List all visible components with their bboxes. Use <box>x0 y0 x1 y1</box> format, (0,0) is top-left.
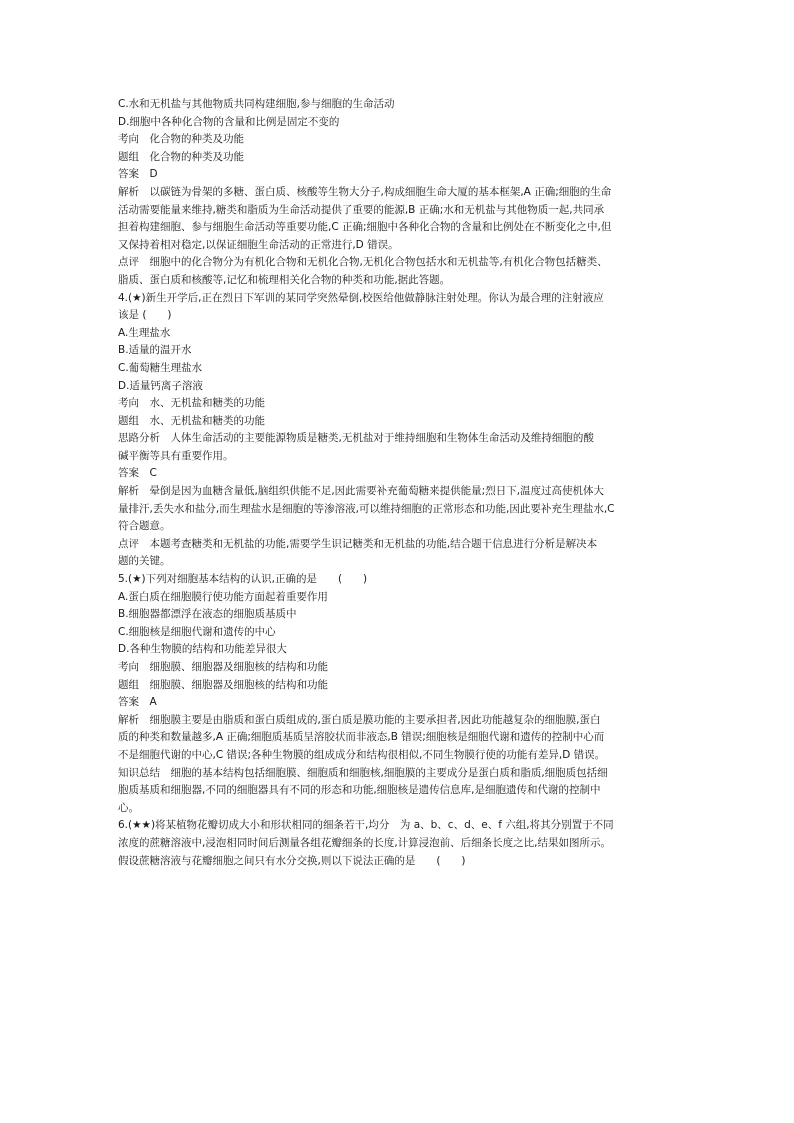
analysis-q5-line1: 解析 细胞膜主要是由脂质和蛋白质组成的,蛋白质是膜功能的主要承担者,因此功能越复杂的细胞膜,蛋白 <box>118 713 601 726</box>
group-q5: 题组 细胞膜、细胞器及细胞核的结构和功能 <box>118 678 328 691</box>
analysis-q3-line1: 解析 以碳链为骨架的多糖、蛋白质、核酸等生物大分子,构成细胞生命大厦的基本框架,A 正确;细胞的生命 <box>118 185 612 198</box>
group-q4: 题组 水、无机盐和糖类的功能 <box>118 414 265 427</box>
question-6-line1: 6.(★★)将某植物花瓣切成大小和形状相同的细条若干,均分 为 a、b、c、d、e、f 六组,将其分别置于不同 <box>118 819 614 832</box>
option-c-q3: C.水和无机盐与其他物质共同构建细胞,参与细胞的生命活动 <box>118 98 395 110</box>
topic-q3: 考向 化合物的种类及功能 <box>118 133 244 146</box>
option-d-q5: D.各种生物膜的结构和功能差异很大 <box>118 643 287 656</box>
analysis-q4-line1: 解析 晕倒是因为血糖含量低,脑组织供能不足,因此需要补充葡萄糖来提供能量;烈日下,温度过高使机体大 <box>118 485 605 498</box>
comment-q3-line1: 点评 细胞中的化合物分为有机化合物和无机化合物,无机化合物包括水和无机盐等,有机化合物包括糖类、 <box>118 256 608 269</box>
summary-q5-line3: 心。 <box>118 801 139 814</box>
analysis-q4-line2: 量排汗,丢失水和盐分,而生理盐水是细胞的等渗溶液,可以维持细胞的正常形态和功能,因此要补充生理盐水,C <box>118 502 615 515</box>
analysis-q5-line3: 不是细胞代谢的中心,C 错误;各种生物膜的组成成分和结构很相似,不同生物膜行使的功能有差异,D 错误。 <box>118 748 606 761</box>
answer-q5: 答案 A <box>118 696 157 709</box>
comment-q4-line2: 题的关键。 <box>118 555 171 568</box>
comment-q4-line1: 点评 本题考查糖类和无机盐的功能,需要学生识记糖类和无机盐的功能,结合题干信息进行分析是解决本 <box>118 537 598 550</box>
option-c-q5: C.细胞核是细胞代谢和遗传的中心 <box>118 625 276 638</box>
option-d-q4: D.适量钙离子溶液 <box>118 379 203 392</box>
question-4-line2: 该是 ( ) <box>118 309 172 322</box>
analysis-q4-line3: 符合题意。 <box>118 520 171 533</box>
question-6-line3: 假设蔗糖溶液与花瓣细胞之间只有水分交换,则以下说法正确的是 ( ) <box>118 854 466 867</box>
answer-q3: 答案 D <box>118 168 158 181</box>
thinking-q4-line1: 思路分析 人体生命活动的主要能源物质是糖类,无机盐对于维持细胞和生物体生命活动及维持细胞的酸 <box>118 432 594 445</box>
question-6-line2: 浓度的蔗糖溶液中,浸泡相同时间后测量各组花瓣细条的长度,计算浸泡前、后细条长度之比,结果如图所示。 <box>118 836 612 849</box>
summary-q5-line2: 胞质基质和细胞器,不同的细胞器具有不同的形态和功能,细胞核是遗传信息库,是细胞遗传和代谢的控制中 <box>118 784 601 797</box>
analysis-q3-line2: 活动需要能量来维持,糖类和脂质为生命活动提供了重要的能源,B 正确;水和无机盐与其他物质一起,共同承 <box>118 203 605 216</box>
analysis-q5-line2: 质的种类和数量越多,A 正确;细胞质基质呈溶胶状而非液态,B 错误;细胞核是细胞代谢和遗传的控制中心而 <box>118 731 605 744</box>
option-d-q3: D.细胞中各种化合物的含量和比例是固定不变的 <box>118 115 340 128</box>
answer-q4: 答案 C <box>118 467 157 480</box>
analysis-q3-line4: 又保持着相对稳定,以保证细胞生命活动的正常进行,D 错误。 <box>118 238 399 251</box>
document-body <box>118 96 680 870</box>
question-5: 5.(★)下列对细胞基本结构的认识,正确的是 ( ) <box>118 573 368 586</box>
option-b-q5: B.细胞器都漂浮在液态的细胞质基质中 <box>118 608 297 621</box>
topic-q5: 考向 细胞膜、细胞器及细胞核的结构和功能 <box>118 661 328 673</box>
analysis-q3-line3: 担着构建细胞、参与细胞生命活动等重要功能,C 正确;细胞中各种化合物的含量和比例处在不断变化之中,但 <box>118 221 612 234</box>
option-a-q5: A.蛋白质在细胞膜行使功能方面起着重要作用 <box>118 590 328 603</box>
group-q3: 题组 化合物的种类及功能 <box>118 150 244 163</box>
summary-q5-line1: 知识总结 细胞的基本结构包括细胞膜、细胞质和细胞核,细胞膜的主要成分是蛋白质和脂质,细胞质包括细 <box>118 766 608 779</box>
option-c-q4: C.葡萄糖生理盐水 <box>118 361 203 374</box>
option-b-q4: B.适量的温开水 <box>118 344 192 357</box>
option-a-q4: A.生理盐水 <box>118 326 171 339</box>
thinking-q4-line2: 碱平衡等具有重要作用。 <box>118 449 234 462</box>
question-4-line1: 4.(★)新生开学后,正在烈日下军训的某同学突然晕倒,校医给他做静脉注射处理。你认为最合理的注射液应 <box>118 291 604 304</box>
topic-q4: 考向 水、无机盐和糖类的功能 <box>118 397 265 410</box>
comment-q3-line2: 脂质、蛋白质和核酸等,记忆和梳理相关化合物的种类和功能,据此答题。 <box>118 273 451 286</box>
